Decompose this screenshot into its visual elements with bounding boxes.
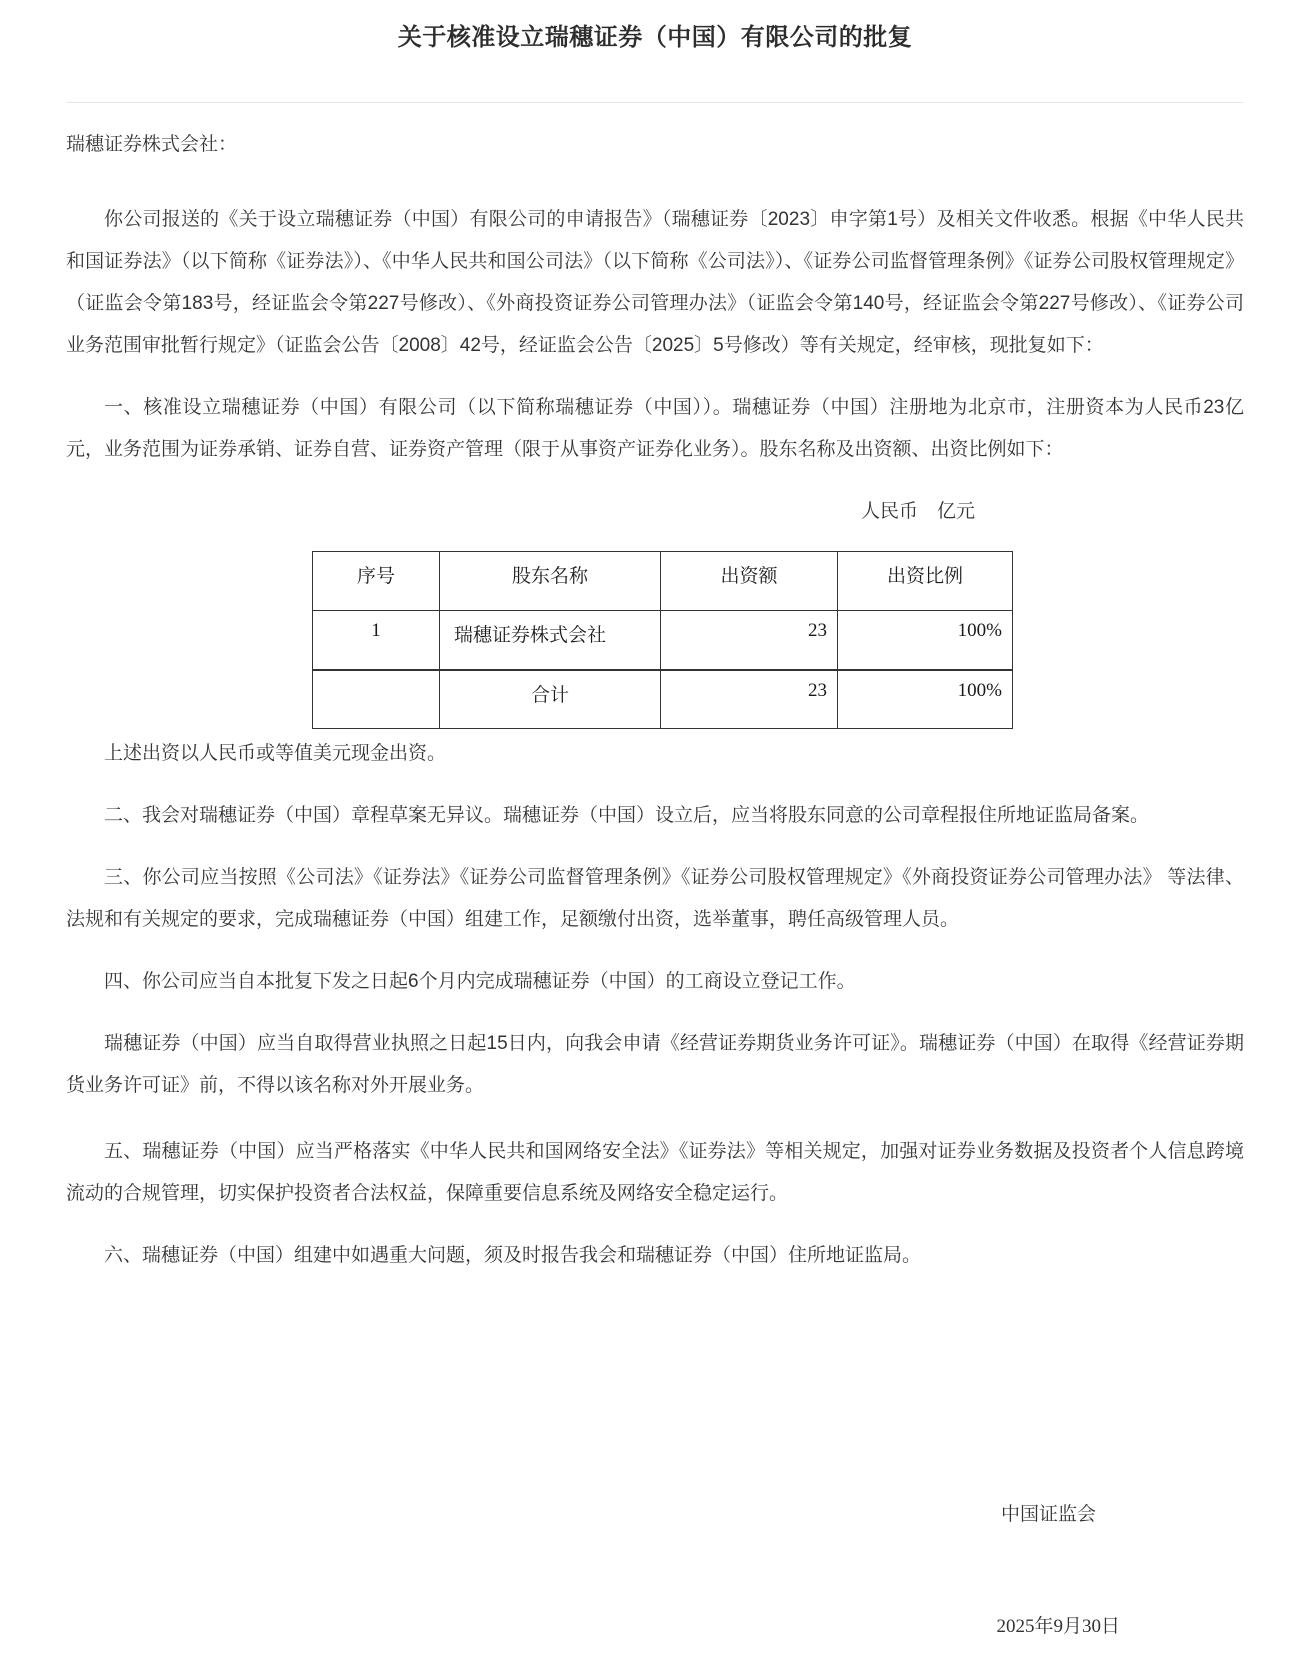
issue-date: 2025年9月30日 [996,1616,1120,1637]
cell-seq [313,670,440,729]
paragraph-item1: 一、核准设立瑞穗证券（中国）有限公司（以下简称瑞穗证券（中国））。瑞穗证券（中国）注册地为北京市，注册资本为人民币23亿元，业务范围为证券承销、证券自营、证券资产管理（限于从事资产证券化业务）。股东名称及出资额、出资比例如下： [66,397,1244,460]
cell-seq: 1 [313,611,440,670]
table-row [313,611,1013,670]
paragraph-license: 瑞穗证券（中国）应当自取得营业执照之日起15日内，向我会申请《经营证券期货业务许可证》。瑞穗证券（中国）在取得《经营证券期货业务许可证》前，不得以该名称对外开展业务。 [66,1033,1244,1096]
issuer-signature: 中国证监会 [1000,1504,1096,1525]
header-name: 股东名称 [440,552,661,611]
table-unit-label: 人民币 亿元 [860,501,975,522]
title-divider [66,102,1244,103]
salutation: 瑞穗证券株式会社： [66,134,238,155]
paragraph-capital-note: 上述出资以人民币或等值美元现金出资。 [104,743,447,764]
table-total-row [313,670,1013,729]
paragraph-item4: 四、你公司应当自本批复下发之日起6个月内完成瑞穗证券（中国）的工商设立登记工作。 [104,971,856,992]
paragraph-item5: 五、瑞穗证券（中国）应当严格落实《中华人民共和国网络安全法》《证券法》等相关规定，加强对证券业务数据及投资者个人信息跨境流动的合规管理，切实保护投资者合法权益，保障重要信息系统及网络安全稳定运行。 [66,1141,1244,1204]
paragraph-intro: 你公司报送的《关于设立瑞穗证券（中国）有限公司的申请报告》（瑞穗证券〔2023〕申字第1号）及相关文件收悉。根据《中华人民共和国证券法》（以下简称《证券法》）、《中华人民共和国公司法》（以下简称《公司法》）、《证券公司监督管理条例》《证券公司股权管理规定》（证监会令第183号，经证监会令第227号修改）、《外商投资证券公司管理办法》（证监会令第140号，经证监会令第227号修改）、《证券公司业务范围审批暂行规定》（证监会公告〔2008〕42号，经证监会公告〔2025〕5号修改）等有关规定，经审核，现批复如下： [66,209,1244,356]
header-amount: 出资额 [661,552,838,611]
header-ratio: 出资比例 [838,552,1013,611]
cell-ratio: 100% [838,611,1013,670]
table-header-row [313,552,1013,611]
cell-ratio: 100% [838,670,1013,729]
paragraph-item6: 六、瑞穗证券（中国）组建中如遇重大问题，须及时报告我会和瑞穗证券（中国）住所地证监局。 [104,1245,922,1266]
cell-amount: 23 [661,670,838,729]
paragraph-item3: 三、你公司应当按照《公司法》《证券法》《证券公司监督管理条例》《证券公司股权管理规定》《外商投资证券公司管理办法》 等法律、法规和有关规定的要求，完成瑞穗证券（中国）组建工作，足额缴付出资，选举董事，聘任高级管理人员。 [66,867,1244,930]
page-title: 关于核准设立瑞穗证券（中国）有限公司的批复 [397,24,913,51]
header-seq: 序号 [313,552,440,611]
paragraph-item2: 二、我会对瑞穗证券（中国）章程草案无异议。瑞穗证券（中国）设立后，应当将股东同意的公司章程报住所地证监局备案。 [104,805,1150,826]
shareholders-table [312,551,1013,729]
cell-amount: 23 [661,611,838,670]
cell-name: 合计 [440,670,661,729]
cell-name: 瑞穗证券株式会社 [440,611,661,670]
